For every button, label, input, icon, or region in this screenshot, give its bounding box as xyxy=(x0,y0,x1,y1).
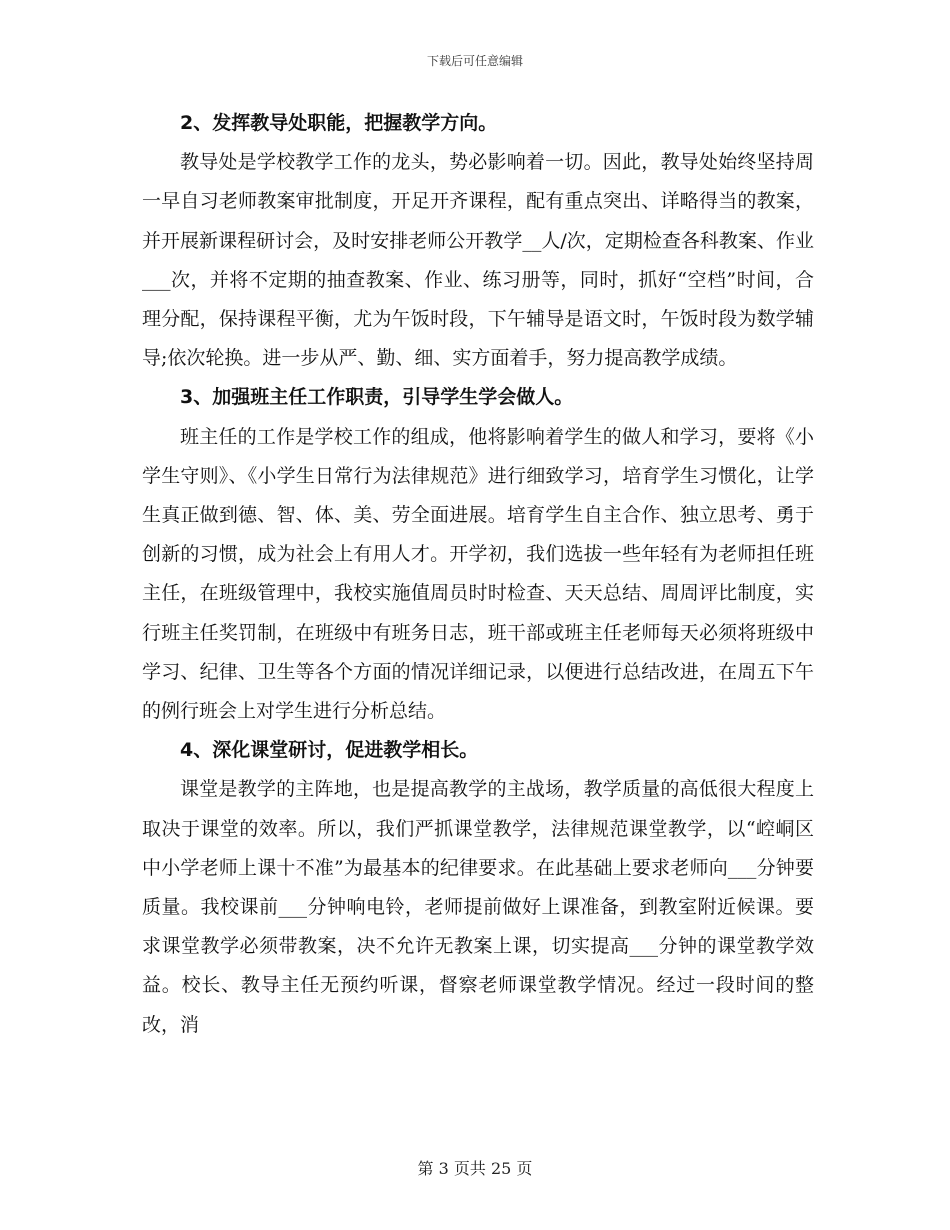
page-footer: 第 3 页共 25 页 xyxy=(417,1159,533,1178)
section-heading-4: 4、深化课堂研讨，促进教学相长。 xyxy=(180,739,479,762)
section-paragraph-4: 课堂是教学的主阵地，也是提高教学的主战场，教学质量的高低很大程度上取决于课堂的效率。所以，我们严抓课堂教学，法律规范课堂教学，以“崆峒区中小学老师上课十不准”为最基本的纪律要求。在此基础上要求老师向___分钟要质量。我校课前___分钟响电铃，老师提前做好上课准备，到教室附近候课。要求课堂教学必须带教案，决不允许无教案上课，切实提高___分钟的课堂教学效益。校长、教导主任无预约听课，督察老师课堂教学情况。经过一段时间的整改，消 xyxy=(142,778,814,1036)
section-paragraph-2: 教导处是学校教学工作的龙头，势必影响着一切。因此，教导处始终坚持周一早自习老师教案审批制度，开足开齐课程，配有重点突出、详略得当的教案，并开展新课程研讨会，及时安排老师公开教学__人/次，定期检查各科教案、作业___次，并将不定期的抽查教案、作业、练习册等，同时，抓好“空档”时间，合理分配，保持课程平衡，尤为午饭时段，下午辅导是语文时，午饭时段为数学辅导;依次轮换。进一步从严、勤、细、实方面着手，努力提高教学成绩。 xyxy=(142,151,814,370)
document-body xyxy=(142,104,814,1045)
page-header: 下载后可任意编辑 xyxy=(426,54,523,68)
section-paragraph-3: 班主任的工作是学校工作的组成，他将影响着学生的做人和学习，要将《小学生守则》、《小学生日常行为法律规范》进行细致学习，培育学生习惯化，让学生真正做到德、智、体、美、劳全面进展。培育学生自主合作、独立思考、勇于创新的习惯，成为社会上有用人才。开学初，我们选拔一些年轻有为老师担任班主任，在班级管理中，我校实施值周员时时检查、天天总结、周周评比制度，实行班主任奖罚制，在班级中有班务日志，班干部或班主任老师每天必须将班级中学习、纪律、卫生等各个方面的情况详细记录，以便进行总结改进，在周五下午的例行班会上对学生进行分析总结。 xyxy=(142,425,814,723)
section-heading-3: 3、加强班主任工作职责，引导学生学会做人。 xyxy=(180,386,574,409)
section-heading-2: 2、发挥教导处职能，把握教学方向。 xyxy=(180,112,498,134)
